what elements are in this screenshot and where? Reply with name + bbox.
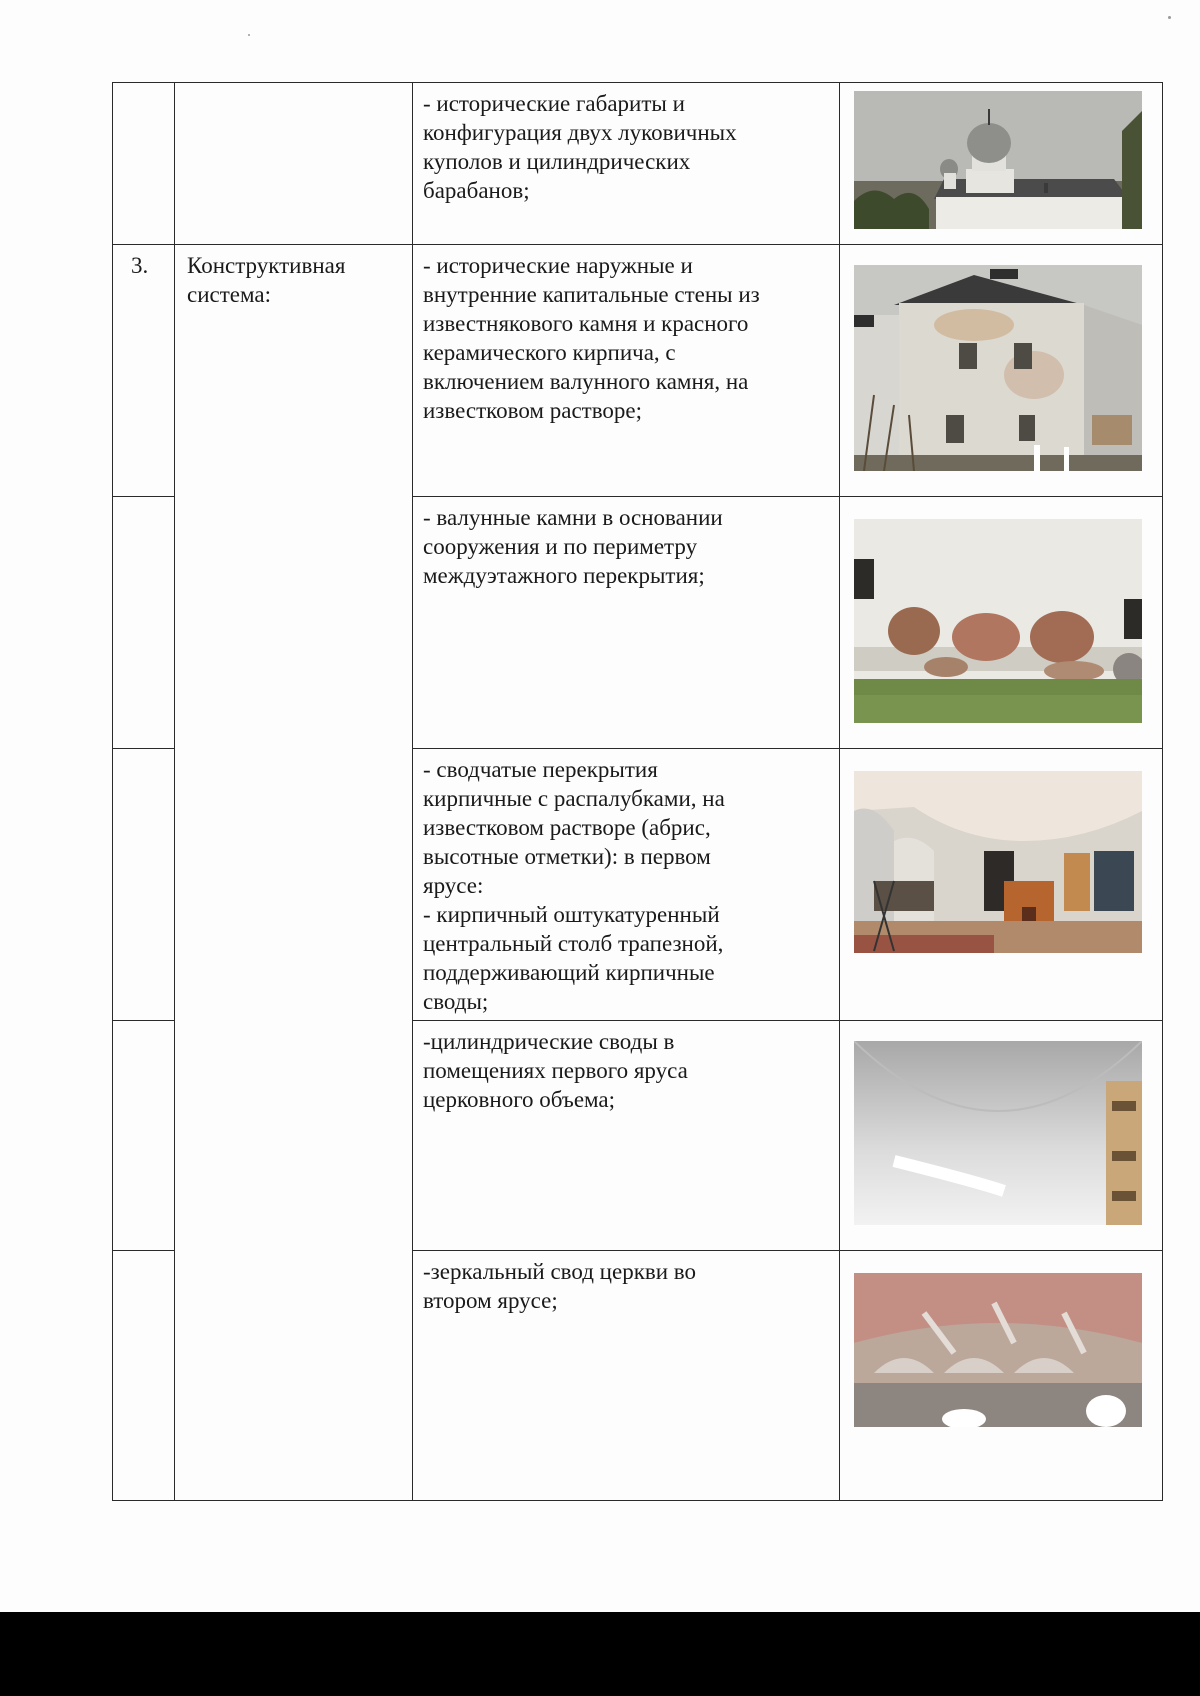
description-cell [413,83,840,245]
photo-cell [840,1251,1163,1501]
scan-speck [1168,16,1171,19]
description-text: - исторические наружные и внутренние капитальные стены из известнякового камня и красного керамического кирпича, с включением валунного камня, на известковом растворе; [423,253,760,423]
description-cell [413,1021,840,1251]
number-cell [113,83,175,245]
church-facade-walls-photo [854,265,1142,471]
vaulted-refectory-interior-photo [854,771,1142,953]
photo-cell [840,83,1163,245]
photo-cell [840,1021,1163,1251]
description-cell [413,245,840,497]
photo-cell [840,749,1163,1021]
number-cell [113,1021,175,1251]
number-cell [113,1251,175,1501]
section-title: Конструктивная система: [187,253,346,307]
row-number [113,83,174,89]
photo-cell [840,497,1163,749]
name-cell [175,245,413,1501]
description-text: -зеркальный свод церкви во втором ярусе; [423,1259,696,1313]
description-text: - исторические габариты и конфигурация двух луковичных куполов и цилиндрических барабанов; [423,91,737,203]
table-row [113,245,1163,497]
description-cell [413,497,840,749]
description-text: - сводчатые перекрытия кирпичные с распалубками, на известковом растворе (абрис, высотные отметки): в первом ярусе: - кирпичный оштукатуренный центральный столб трапезной, поддерживающий кирпичные своды; [423,757,725,1014]
scan-speck [248,34,250,36]
description-text: -цилиндрические своды в помещениях первого яруса церковного объема; [423,1029,688,1112]
description-text: - валунные камни в основании сооружения и по периметру междуэтажного перекрытия; [423,505,723,588]
boulder-foundation-photo [854,519,1142,723]
cylindrical-vault-photo [854,1041,1142,1225]
name-cell [175,83,413,245]
number-cell [113,749,175,1021]
church-exterior-domes-photo [854,91,1142,229]
photo-cell [840,245,1163,497]
row-number: 3. [131,253,149,278]
description-cell [413,1251,840,1501]
table-row [113,83,1163,245]
number-cell [113,497,175,749]
description-cell [413,749,840,1021]
scan-bottom-edge [0,1612,1200,1696]
mirror-vault-second-tier-photo [854,1273,1142,1427]
number-cell [113,245,175,497]
heritage-features-table [112,82,1163,1501]
